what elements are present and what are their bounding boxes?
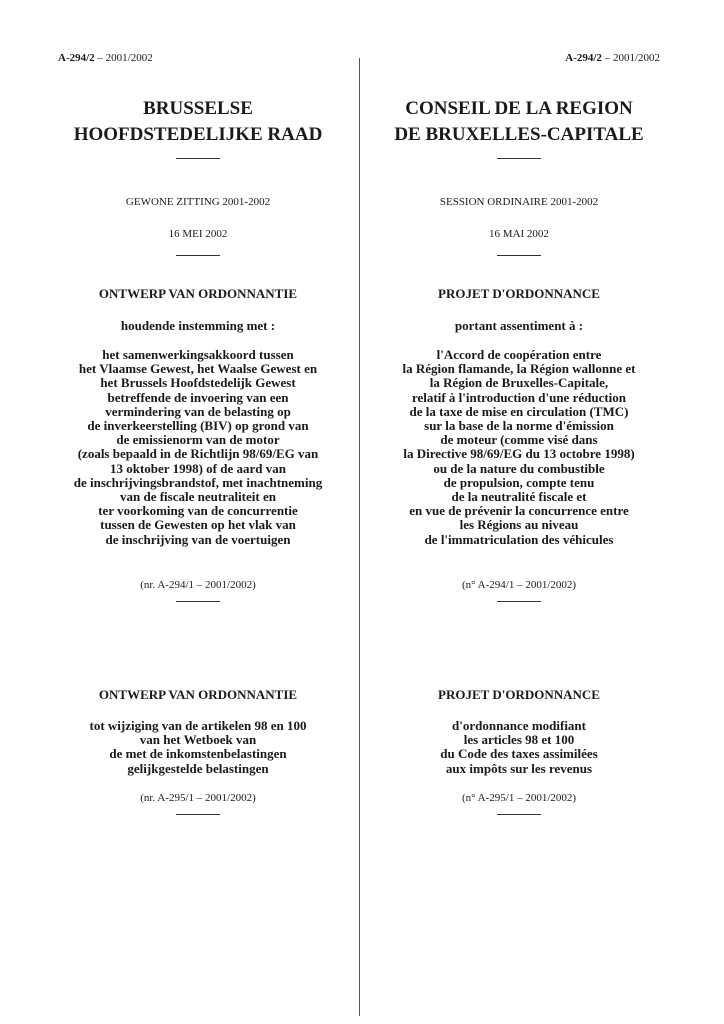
doc1-intro: houdende instemming met :: [120, 318, 276, 333]
header-ref-left: [58, 52, 153, 64]
session-label: SESSION ORDINAIRE 2001-2002: [439, 196, 599, 208]
doc2-rule: [497, 814, 541, 815]
title-rule: [176, 158, 220, 159]
title-rule: [497, 158, 541, 159]
doc1-ref: (n° A-294/1 – 2001/2002): [461, 579, 577, 591]
doc1-rule: [497, 601, 541, 602]
doc-number: A-294/2: [565, 52, 602, 64]
doc1-text: het samenwerkingsakkoord tussen het Vlaamse Gewest, het Waalse Gewest en het Brussels Hoofdstedelijk Gewest betreffende de invoering van een vermindering van de belasting op de inverkeerstelling (BIV) op grond van de emissienorm van de motor (zoals bepaald in de Richtlijn 98/69/EG van 13 oktober 1998) of de aard van de inschrijvingsbrandstof, met inachtneming van de fiscale neutraliteit en ter voorkoming van de concurrentie tussen de Gewesten op het vlak van de inschrijving van de voertuigen: [73, 347, 323, 547]
doc1-type: PROJET D'ORDONNANCE: [438, 286, 600, 301]
doc1-rule: [176, 601, 220, 602]
date-rule: [176, 255, 220, 256]
ref-separator: –: [94, 52, 106, 64]
doc2-text: tot wijziging van de artikelen 98 en 100 van het Wetboek van de met de inkomstenbelastingen gelijkgestelde belastingen: [89, 718, 307, 776]
doc-year: 2001/2002: [105, 52, 153, 64]
ref-separator: –: [601, 52, 613, 64]
date-label: 16 MAI 2002: [489, 228, 549, 240]
date-rule: [497, 255, 541, 256]
date-label: 16 MEI 2002: [168, 228, 228, 240]
institution-title: BRUSSELSE HOOFDSTEDELIJKE RAAD: [73, 98, 323, 145]
session-label: GEWONE ZITTING 2001-2002: [125, 196, 271, 208]
doc2-type: ONTWERP VAN ORDONNANTIE: [98, 687, 298, 702]
doc2-ref: (nr. A-295/1 – 2001/2002): [140, 792, 256, 804]
doc2-ref: (n° A-295/1 – 2001/2002): [461, 792, 577, 804]
doc1-type: ONTWERP VAN ORDONNANTIE: [98, 286, 298, 301]
doc-number: A-294/2: [58, 52, 95, 64]
doc2-type: PROJET D'ORDONNANCE: [438, 687, 600, 702]
doc2-rule: [176, 814, 220, 815]
doc1-text: l'Accord de coopération entre la Région flamande, la Région wallonne et la Région de Bruxelles-Capitale, relatif à l'introduction d'une réduction de la taxe de mise en circulation (TMC) sur la base de la norme d'émission de moteur (comme visé dans la Directive 98/69/EG du 13 octobre 1998) ou de la nature du combustible de propulsion, compte tenu de la neutralité fiscale et en vue de prévenir la concurrence entre les Régions au niveau de l'immatriculation des véhicules: [402, 347, 636, 547]
doc1-intro: portant assentiment à :: [454, 318, 584, 333]
doc1-ref: (nr. A-294/1 – 2001/2002): [140, 579, 256, 591]
institution-title: CONSEIL DE LA REGION DE BRUXELLES-CAPITALE: [394, 98, 644, 145]
header-ref-right: [565, 52, 660, 64]
doc2-text: d'ordonnance modifiant les articles 98 et 100 du Code des taxes assimilées aux impôts sur les revenus: [440, 718, 598, 776]
doc-year: 2001/2002: [612, 52, 660, 64]
